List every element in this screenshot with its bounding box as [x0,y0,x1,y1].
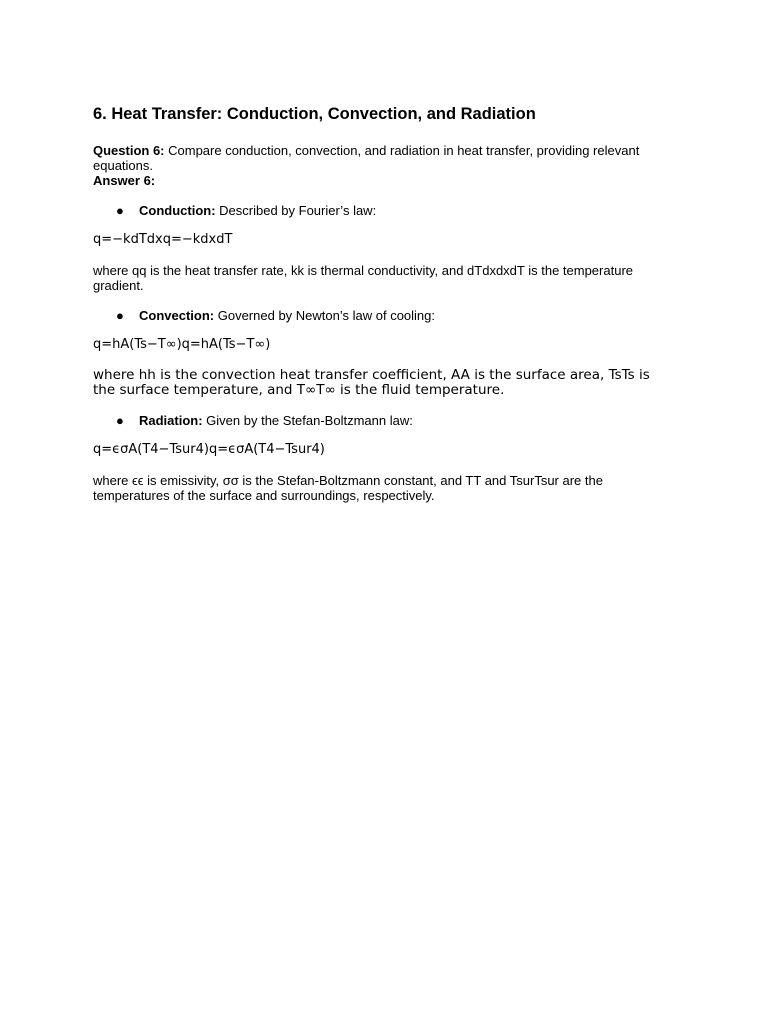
bullet-convection [93,308,673,323]
conduction-equation: q=−kdTdxq=−kdxdT [93,232,233,247]
convection-heading: Convection: [139,308,215,323]
question-paragraph [93,143,673,173]
conduction-explanation: where qq is the heat transfer rate, kk is thermal conductivity, and dTdxdxdT is the temperature gradient. [93,263,634,293]
radiation-description: Given by the Stefan-Boltzmann law: [202,413,413,428]
conduction-heading: Conduction: [139,203,216,218]
bullet-conduction [93,203,673,218]
answer-label: Answer 6: [93,173,156,188]
convection-equation: q=hA(Ts−T∞)q=hA(Ts−T∞) [93,337,271,352]
conduction-description: Described by Fourier’s law: [215,203,377,218]
bullet-dot: ● [116,203,124,218]
radiation-equation: q=ϵσA(T4−Tsur4)q=ϵσA(T4−Tsur4) [93,442,325,457]
question-label: Question 6: [93,143,165,158]
bullet-dot: ● [116,413,124,428]
bullet-dot: ● [116,308,124,323]
radiation-heading: Radiation: [139,413,203,428]
question-text: Compare conduction, convection, and radiation in heat transfer, providing relevant equations. [93,143,640,173]
convection-description: Governed by Newton’s law of cooling: [214,308,436,323]
convection-explanation: where hh is the convection heat transfer coefficient, AA is the surface area, TsTs is the surface temperature, and T∞T∞ is the fluid temperature. [93,367,650,398]
bullet-radiation [93,413,673,428]
question-block [93,143,673,188]
radiation-explanation: where ϵϵ is emissivity, σσ is the Stefan-Boltzmann constant, and TT and TsurTsur are the temperatures of the surface and surroundings, respectively. [93,473,603,503]
document-page [93,104,673,518]
document-title: 6. Heat Transfer: Conduction, Convection, and Radiation [93,105,536,123]
